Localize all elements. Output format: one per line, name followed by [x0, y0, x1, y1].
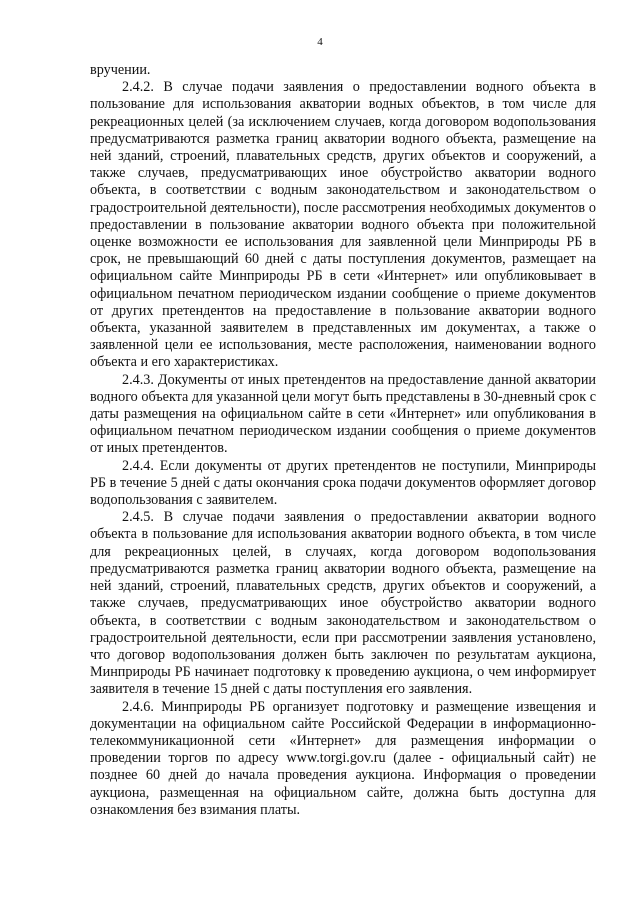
paragraph-continuation: вручении.: [90, 62, 151, 78]
paragraph-2-4-5: 2.4.5. В случае подачи заявления о предоставлении акватории водного объекта в пользование для использования акватории водного объекта, в том числе для рекреационных целей, в случаях, когда договором водопользования предусматриваются разметка границ акватории водного объекта, размещение на ней зданий, строений, плавательных средств, других объектов и сооружений, а также случаев, предусматривающих иное обустройство акватории водного объекта, в соответствии с водным законодательством и законодательством о градостроительной деятельности, если при рассмотрении заявления установлено, что договор водопользования должен быть заключен по результатам аукциона, Минприроды РБ начинает подготовку к проведению аукциона, о чем информирует заявителя в течение 15 дней с даты поступления его заявления.: [90, 509, 596, 698]
paragraph-2-4-6: 2.4.6. Минприроды РБ организует подготовку и размещение извещения и документации на официальном сайте Российской Федерации в информационно-телекоммуникационной сети «Интернет» для размещения информации о проведении торгов по адресу www.torgi.gov.ru (далее - официальный сайт) не позднее 60 дней до начала проведения аукциона. Информация о проведении аукциона, размещенная на официальном сайте, должна быть доступна для ознакомления без взимания платы.: [90, 698, 596, 818]
paragraph-2-4-3: 2.4.3. Документы от иных претендентов на предоставление данной акватории водного объекта для указанной цели могут быть представлены в 30-дневный срок с даты размещения на официальном сайте в сети «Интернет» или опубликования в официальном печатном периодическом издании сообщения о приеме документов от иных претендентов.: [90, 371, 596, 457]
page-number: 4: [317, 36, 323, 48]
document-body: [90, 62, 596, 819]
paragraph-2-4-2: 2.4.2. В случае подачи заявления о предоставлении водного объекта в пользование для использования акватории водных объектов, в том числе для рекреационных целей (за исключением случаев, когда договором водопользования предусматриваются разметка границ акватории водного объекта, размещение на ней зданий, строений, плавательных средств, других объектов и сооружений, а также случаев, предусматривающих иное обустройство акватории водного объекта, в соответствии с водным законодательством и законодательством о градостроительной деятельности), после рассмотрения необходимых документов о предоставлении в пользование акватории водного объекта при положительной оценке возможности ее использования для заявленной цели Минприроды РБ в срок, не превышающий 60 дней с даты поступления документов, размещает на официальном сайте Минприроды РБ в сети «Интернет» или опубликовывает в официальном печатном периодическом издании сообщение о приеме документов от других претендентов на предоставление в пользование акватории водного объекта, указанной заявителем в представленных им документах, а также о заявленной цели ее использования, месте расположения, наименовании водного объекта и его характеристиках.: [90, 79, 596, 371]
paragraph-2-4-4: 2.4.4. Если документы от других претендентов не поступили, Минприроды РБ в течение 5 дней с даты окончания срока подачи документов оформляет договор водопользования с заявителем.: [90, 457, 596, 509]
